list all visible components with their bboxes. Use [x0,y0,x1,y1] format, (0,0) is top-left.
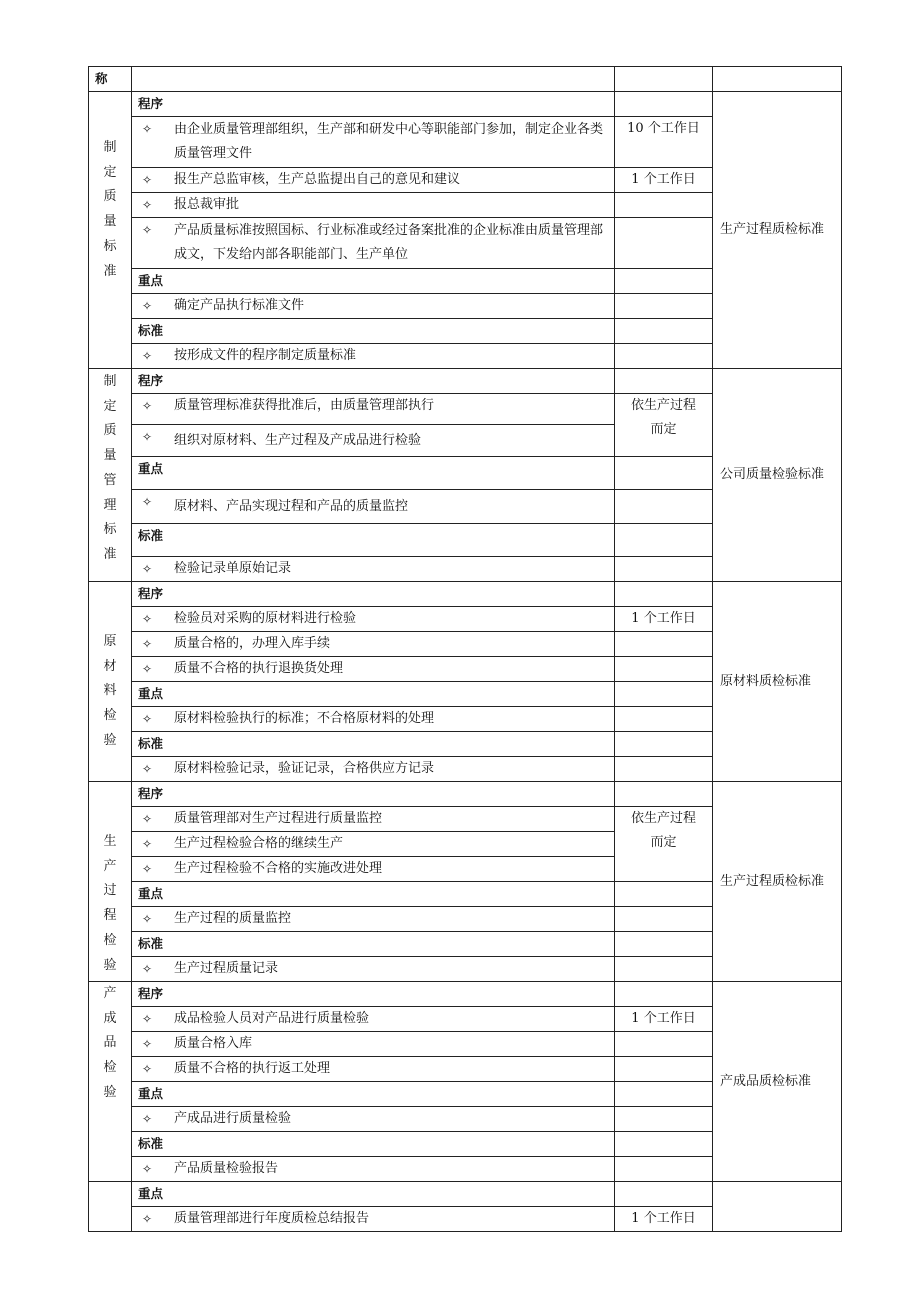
time-cell [615,582,713,607]
key-point-item: ✧ 原材料检验执行的标准；不合格原材料的处理 [132,707,615,732]
diamond-bullet-icon: ✧ [142,349,153,363]
time-cell [615,957,713,982]
header-empty-cell [713,67,842,92]
diamond-bullet-icon: ✧ [142,712,153,726]
procedure-item: ✧ 质量不合格的执行返工处理 [132,1057,615,1082]
time-cell: 1 个工作日 [615,168,713,193]
header-name-cell: 称 [89,67,132,92]
standard-heading: 标准 [132,524,615,557]
time-cell [615,344,713,369]
time-cell [615,757,713,782]
time-cell [615,1057,713,1082]
procedure-heading: 程序 [132,92,615,117]
standard-item: ✧ 产品质量检验报告 [132,1157,615,1182]
time-cell [615,1182,713,1207]
procedure-heading: 程序 [132,782,615,807]
diamond-bullet-icon: ✧ [142,1037,153,1051]
standard-heading: 标准 [132,932,615,957]
key-point-item: ✧ 原材料、产品实现过程和产品的质量监控 [132,490,615,524]
diamond-bullet-icon: ✧ [142,762,153,776]
diamond-bullet-icon: ✧ [142,399,153,413]
diamond-bullet-icon: ✧ [142,912,153,926]
procedure-heading: 程序 [132,582,615,607]
diamond-bullet-icon: ✧ [142,122,153,136]
time-cell [615,932,713,957]
time-cell [615,269,713,294]
diamond-bullet-icon: ✧ [142,1062,153,1076]
standard-doc: 产成品质检标准 [713,982,842,1182]
procedure-heading: 程序 [132,982,615,1007]
standard-heading: 标准 [132,732,615,757]
procedure-item: ✧ 质量不合格的执行退换货处理 [132,657,615,682]
key-point-heading: 重点 [132,1182,615,1207]
header-empty-cell [615,67,713,92]
procedure-item: ✧ 生产过程检验不合格的实施改进处理 [132,857,615,882]
time-cell [615,882,713,907]
time-cell [615,1157,713,1182]
procedure-item: ✧ 质量合格的，办理入库手续 [132,632,615,657]
time-cell [615,218,713,269]
standard-doc: 生产过程质检标准 [713,782,842,982]
section-name: 制 定 质 量 管 理 标 准 [89,369,132,582]
time-cell [615,294,713,319]
key-point-heading: 重点 [132,682,615,707]
time-cell [615,1132,713,1157]
time-cell [615,557,713,582]
diamond-bullet-icon: ✧ [142,173,153,187]
standard-heading: 标准 [132,1132,615,1157]
procedure-item: ✧ 产品质量标准按照国标、行业标准或经过备案批准的企业标准由质量管理部成文，下发给内部各职能部门、生产单位 [132,218,615,269]
time-cell [615,657,713,682]
time-cell [615,193,713,218]
standard-item: ✧ 生产过程质量记录 [132,957,615,982]
standard-item: ✧ 原材料检验记录，验证记录，合格供应方记录 [132,757,615,782]
procedure-item: ✧ 组织对原材料、生产过程及产成品进行检验 [132,425,615,457]
section-name: 原 材 料 检 验 [89,582,132,782]
procedure-item: ✧ 报总裁审批 [132,193,615,218]
time-cell [615,982,713,1007]
time-cell: 10 个工作日 [615,117,713,168]
section-name [89,1182,132,1232]
procedure-item: ✧ 检验员对采购的原材料进行检验 [132,607,615,632]
time-cell: 1 个工作日 [615,1207,713,1232]
header-empty-cell [132,67,615,92]
section-name: 生 产 过 程 检 验 [89,782,132,982]
key-point-heading: 重点 [132,1082,615,1107]
procedure-item: ✧ 质量管理部对生产过程进行质量监控 [132,807,615,832]
diamond-bullet-icon: ✧ [142,637,153,651]
time-cell [615,457,713,490]
time-cell [615,732,713,757]
key-point-item: ✧ 产成品进行质量检验 [132,1107,615,1132]
key-point-heading: 重点 [132,269,615,294]
time-cell [615,319,713,344]
standard-heading: 标准 [132,319,615,344]
time-cell [615,524,713,557]
standard-item: ✧ 检验记录单原始记录 [132,557,615,582]
procedure-heading: 程序 [132,369,615,394]
diamond-bullet-icon: ✧ [142,812,153,826]
key-point-item: ✧ 质量管理部进行年度质检总结报告 [132,1207,615,1232]
quality-process-table [88,66,842,1232]
key-point-item: ✧ 确定产品执行标准文件 [132,294,615,319]
key-point-item: ✧ 生产过程的质量监控 [132,907,615,932]
time-cell [615,92,713,117]
diamond-bullet-icon: ✧ [142,495,153,509]
time-cell [615,707,713,732]
diamond-bullet-icon: ✧ [142,299,153,313]
time-cell [615,1032,713,1057]
key-point-heading: 重点 [132,457,615,490]
time-cell [615,782,713,807]
time-cell: 1 个工作日 [615,607,713,632]
time-cell [615,682,713,707]
diamond-bullet-icon: ✧ [142,837,153,851]
key-point-heading: 重点 [132,882,615,907]
diamond-bullet-icon: ✧ [142,962,153,976]
time-cell: 依生产过程 而定 [615,807,713,882]
time-cell [615,369,713,394]
diamond-bullet-icon: ✧ [142,1162,153,1176]
procedure-item: ✧ 成品检验人员对产品进行质量检验 [132,1007,615,1032]
diamond-bullet-icon: ✧ [142,198,153,212]
standard-item: ✧ 按形成文件的程序制定质量标准 [132,344,615,369]
diamond-bullet-icon: ✧ [142,862,153,876]
diamond-bullet-icon: ✧ [142,562,153,576]
diamond-bullet-icon: ✧ [142,662,153,676]
standard-doc: 生产过程质检标准 [713,92,842,369]
procedure-item: ✧ 由企业质量管理部组织，生产部和研发中心等职能部门参加，制定企业各类质量管理文件 [132,117,615,168]
diamond-bullet-icon: ✧ [142,612,153,626]
time-cell: 依生产过程 而定 [615,394,713,457]
standard-doc [713,1182,842,1232]
diamond-bullet-icon: ✧ [142,430,153,444]
time-cell [615,907,713,932]
section-name: 制 定 质 量 标 准 [89,92,132,369]
diamond-bullet-icon: ✧ [142,1112,153,1126]
time-cell: 1 个工作日 [615,1007,713,1032]
procedure-item: ✧ 报生产总监审核，生产总监提出自己的意见和建议 [132,168,615,193]
diamond-bullet-icon: ✧ [142,223,153,237]
procedure-item: ✧ 质量管理标准获得批准后，由质量管理部执行 [132,394,615,425]
time-cell [615,490,713,524]
time-cell [615,1082,713,1107]
standard-doc: 公司质量检验标准 [713,369,842,582]
procedure-item: ✧ 生产过程检验合格的继续生产 [132,832,615,857]
diamond-bullet-icon: ✧ [142,1012,153,1026]
procedure-item: ✧ 质量合格入库 [132,1032,615,1057]
time-cell [615,632,713,657]
time-cell [615,1107,713,1132]
diamond-bullet-icon: ✧ [142,1212,153,1226]
section-name: 产 成 品 检 验 [89,982,132,1182]
standard-doc: 原材料质检标准 [713,582,842,782]
